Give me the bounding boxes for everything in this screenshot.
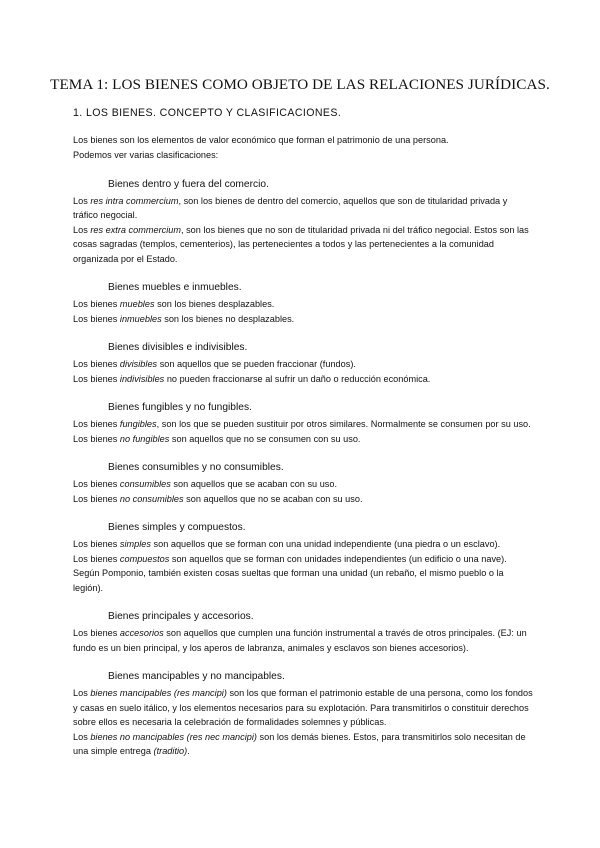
text-run: Los bienes bbox=[73, 539, 120, 549]
italic-term: divisibles bbox=[119, 359, 158, 369]
classification-title: Bienes muebles e inmuebles. bbox=[108, 282, 242, 293]
italic-term: inmuebles bbox=[119, 313, 162, 324]
section-heading: 1. LOS BIENES. CONCEPTO Y CLASIFICACIONES. bbox=[73, 107, 342, 119]
classification-paragraph bbox=[73, 730, 533, 759]
text-run: Los bienes bbox=[73, 359, 120, 369]
italic-term: (traditio) bbox=[153, 746, 188, 756]
italic-term: indivisibles bbox=[119, 373, 165, 384]
text-run: Los bienes bbox=[73, 433, 120, 444]
text-run: son los que forman el patrimonio estable de una persona, como los fondos y casas en suelo itálico, y los elementos necesarios para su explotación. Para transmitirlos o constituir derechos sobre ellos es necesaria la celebración de formalidades solemnes y públicas. bbox=[73, 688, 533, 727]
text-run: son los demás bienes. Estos, para transmitirlos solo necesitan de una simple entrega bbox=[73, 731, 526, 756]
text-run: Los bbox=[73, 195, 91, 206]
classification-title: Bienes consumibles y no consumibles. bbox=[108, 462, 284, 473]
intro-line: Los bienes son los elementos de valor económico que forman el patrimonio de una persona. bbox=[73, 135, 449, 145]
text-run: Los bienes bbox=[73, 299, 120, 309]
text-run: son los bienes no desplazables. bbox=[161, 313, 295, 324]
classification-paragraph bbox=[73, 194, 533, 223]
text-run: Según Pomponio, también existen cosas sueltas que forman una unidad (un rebaño, el mismo pueblo o la legión). bbox=[73, 568, 504, 593]
classification-paragraph bbox=[73, 432, 533, 447]
italic-term: compuestos bbox=[119, 553, 170, 564]
classification-sections bbox=[73, 177, 533, 759]
italic-term: accesorios bbox=[119, 628, 164, 638]
italic-term: res intra commercium bbox=[90, 195, 179, 206]
text-run: son aquellos que no se consumen con su uso. bbox=[169, 433, 361, 444]
classification-paragraph bbox=[73, 686, 533, 730]
classification-section bbox=[73, 669, 533, 759]
classification-paragraph bbox=[73, 552, 533, 567]
classification-paragraph bbox=[73, 312, 533, 327]
text-run: , son los bienes que no son de titularidad privada ni del tráfico negocial. Estos son las cosas sagradas (templos, cementerios), las pertenecientes a todos y las pertenecientes a la comunidad organizada por el Estado. bbox=[73, 224, 529, 264]
classification-title: Bienes dentro y fuera del comercio. bbox=[108, 178, 269, 190]
text-run: son los bienes desplazables. bbox=[154, 299, 275, 309]
italic-term: bienes mancipables (res mancipi) bbox=[90, 688, 227, 698]
classification-section bbox=[73, 609, 533, 655]
text-run: son aquellos que no se acaban con su uso. bbox=[183, 493, 363, 504]
italic-term: fungibles bbox=[119, 419, 157, 429]
text-run: no pueden fraccionarse al sufrir un daño o reducción económica. bbox=[164, 373, 431, 384]
text-run: . bbox=[187, 746, 190, 756]
classification-paragraph bbox=[73, 297, 533, 312]
classification-paragraph bbox=[73, 492, 533, 507]
text-run: Los bienes bbox=[73, 313, 120, 324]
classification-paragraph bbox=[73, 372, 533, 387]
classification-paragraph bbox=[73, 223, 533, 267]
classification-section bbox=[73, 400, 533, 446]
intro-paragraph bbox=[73, 133, 533, 162]
classification-section bbox=[73, 520, 533, 595]
text-run: , son los bienes de dentro del comercio, aquellos que son de titularidad privada y tráfico negocial. bbox=[73, 195, 508, 220]
text-run: , son los que se pueden sustituir por otros similares. Normalmente se consumen por su uso. bbox=[156, 419, 531, 429]
classification-paragraph bbox=[73, 357, 533, 372]
text-run: Los bbox=[73, 731, 91, 742]
text-run: Los bienes bbox=[73, 479, 120, 489]
text-run: son aquellos que se forman con unidades independientes (un edificio o una nave). bbox=[169, 553, 507, 564]
italic-term: no fungibles bbox=[119, 433, 170, 444]
document-title: TEMA 1: LOS BIENES COMO OBJETO DE LAS RELACIONES JURÍDICAS. bbox=[50, 76, 550, 93]
italic-term: muebles bbox=[119, 299, 155, 309]
classification-title: Bienes principales y accesorios. bbox=[108, 611, 254, 622]
classification-paragraph bbox=[73, 566, 533, 595]
classification-title: Bienes divisibles e indivisibles. bbox=[108, 342, 248, 353]
text-run: son aquellos que cumplen una función instrumental a través de otros principales. (EJ: un fundo es un bien principal, y los aperos de labranza, animales y esclavos son bienes accesorios). bbox=[73, 628, 527, 653]
classification-title: Bienes mancipables y no mancipables. bbox=[108, 671, 285, 682]
italic-term: no consumibles bbox=[119, 493, 184, 504]
italic-term: simples bbox=[119, 539, 151, 549]
classification-paragraph bbox=[73, 417, 533, 432]
document-body bbox=[73, 133, 533, 773]
italic-term: bienes no mancipables (res nec mancipi) bbox=[90, 731, 257, 742]
text-run: son aquellos que se forman con una unidad independiente (una piedra o un esclavo). bbox=[150, 539, 501, 549]
classification-section bbox=[73, 340, 533, 386]
classification-section bbox=[73, 177, 533, 267]
classification-section bbox=[73, 280, 533, 326]
text-run: Los bienes bbox=[73, 493, 120, 504]
text-run: son aquellos que se acaban con su uso. bbox=[170, 479, 338, 489]
italic-term: res extra commercium bbox=[90, 224, 181, 235]
text-run: Los bienes bbox=[73, 373, 120, 384]
italic-term: consumibles bbox=[119, 479, 171, 489]
text-run: Los bienes bbox=[73, 553, 120, 564]
classification-title: Bienes fungibles y no fungibles. bbox=[108, 402, 252, 413]
text-run: Los bienes bbox=[73, 419, 120, 429]
classification-paragraph bbox=[73, 626, 533, 655]
text-run: Los bienes bbox=[73, 628, 120, 638]
text-run: Los bbox=[73, 224, 91, 235]
classification-paragraph bbox=[73, 537, 533, 552]
intro-line: Podemos ver varias clasificaciones: bbox=[73, 149, 219, 160]
classification-title: Bienes simples y compuestos. bbox=[108, 522, 246, 533]
text-run: son aquellos que se pueden fraccionar (fundos). bbox=[157, 359, 356, 369]
text-run: Los bbox=[73, 688, 91, 698]
classification-section bbox=[73, 460, 533, 506]
classification-paragraph bbox=[73, 477, 533, 492]
